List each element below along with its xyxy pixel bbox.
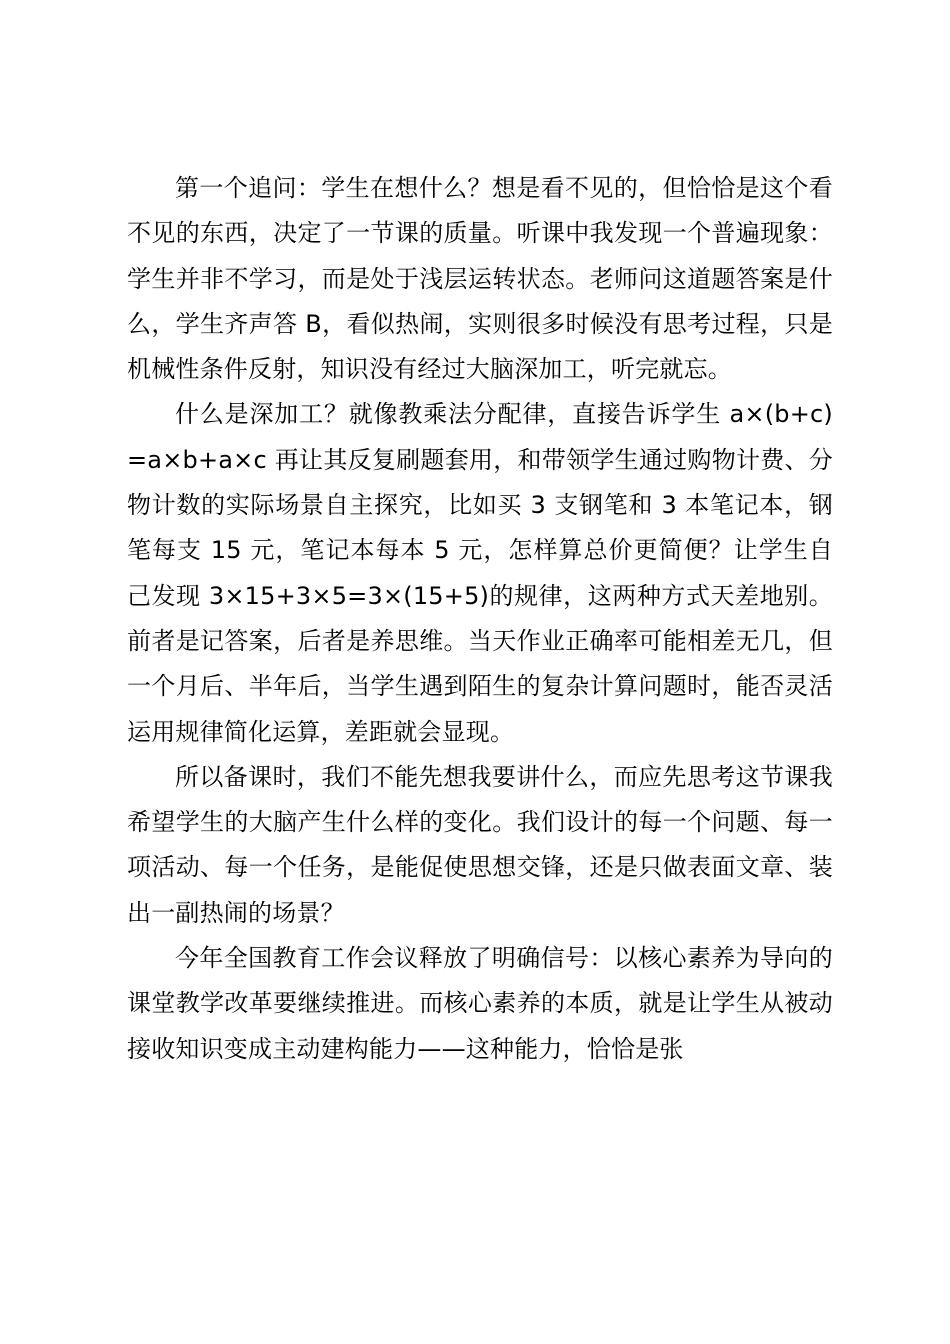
paragraph-1: 第一个追问：学生在想什么？想是看不见的，但恰恰是这个看不见的东西，决定了一节课的质量。听课中我发现一个普遍现象：学生并非不学习，而是处于浅层运转状态。老师问这道题答案是什么，学生齐声答 B，看似热闹，实则很多时候没有思考过程，只是机械性条件反射，知识没有经过大脑深加工，听完就忘。 bbox=[127, 174, 833, 384]
paragraph-4: 今年全国教育工作会议释放了明确信号：以核心素养为导向的课堂教学改革要继续推进。而核心素养的本质，就是让学生从被动接收知识变成主动建构能力——这种能力，恰恰是张 bbox=[127, 944, 833, 1063]
document-body bbox=[127, 166, 833, 1072]
paragraph-3: 所以备课时，我们不能先想我要讲什么，而应先思考这节课我希望学生的大脑产生什么样的变化。我们设计的每一个问题、每一项活动、每一个任务，是能促使思想交锋，还是只做表面文章、装出一副热闹的场景？ bbox=[127, 762, 833, 927]
paragraph-2: 什么是深加工？就像教乘法分配律，直接告诉学生 a×(b+c)=a×b+a×c 再让其反复刷题套用，和带领学生通过购物计费、分物计数的实际场景自主探究，比如买 3 支钢笔和 3 本笔记本，钢笔每支 15 元，笔记本每本 5 元，怎样算总价更简便？让学生自己发现 3×15+3×5=3×(15+5)的规律，这两种方式天差地别。前者是记答案，后者是养思维。当天作业正确率可能相差无几，但一个月后、半年后，当学生遇到陌生的复杂计算问题时，能否灵活运用规律简化运算，差距就会显现。 bbox=[127, 400, 833, 746]
